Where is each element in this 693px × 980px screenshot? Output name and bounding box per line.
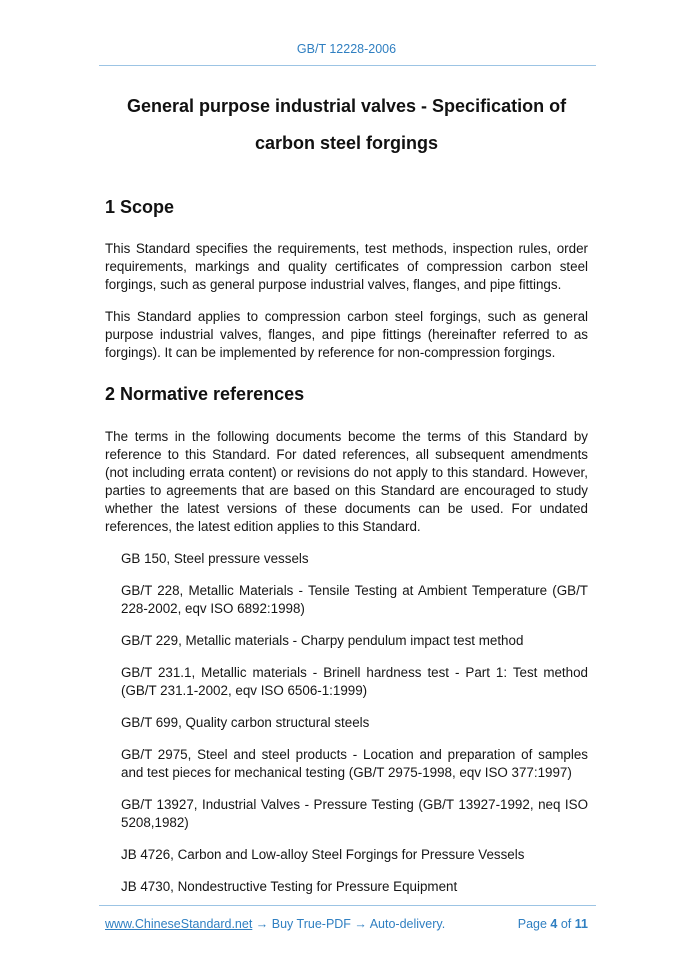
page-total: 11 xyxy=(574,917,588,931)
scope-paragraph-2 xyxy=(105,308,588,362)
normative-intro-paragraph xyxy=(105,428,588,536)
page-label: Page xyxy=(517,917,547,931)
paragraph-text: The terms in the following documents become the terms of this Standard by reference to this Standard. For dated references, all subsequent amendments (not including errata content) or revisions do not apply to this standard. However, parties to agreements that are based on this Standard are encouraged to study whether the latest versions of these documents can be used. For undated references, the latest edition applies to this Standard. xyxy=(105,429,588,534)
reference-item: GB/T 229, Metallic materials - Charpy pendulum impact test method xyxy=(121,633,524,648)
reference-list xyxy=(121,550,588,910)
scope-paragraph-1 xyxy=(105,240,588,294)
reference-item: JB 4730, Nondestructive Testing for Pressure Equipment xyxy=(121,879,458,894)
footer-promo-text: → Buy True-PDF → Auto-delivery. xyxy=(252,917,446,931)
page-current: 4 xyxy=(550,917,558,931)
page-number xyxy=(518,917,588,931)
reference-item: GB/T 231.1, Metallic materials - Brinell hardness test - Part 1: Test method (GB/T 231.1-2002, eqv ISO 6506-1:1999) xyxy=(121,665,588,698)
document-title xyxy=(0,88,693,162)
title-line-1: General purpose industrial valves - Specification of xyxy=(126,96,567,116)
header-document-id: GB/T 12228-2006 xyxy=(296,42,397,56)
reference-item: JB 4726, Carbon and Low-alloy Steel Forgings for Pressure Vessels xyxy=(121,847,525,862)
section-heading-normative-references: 2 Normative references xyxy=(105,384,305,404)
page-of-label: of xyxy=(560,917,572,931)
reference-item: GB/T 2975, Steel and steel products - Location and preparation of samples and test pieces for mechanical testing (GB/T 2975-1998, eqv ISO 377:1997) xyxy=(121,747,588,780)
reference-item: GB 150, Steel pressure vessels xyxy=(121,551,309,566)
title-line-2: carbon steel forgings xyxy=(254,133,439,153)
reference-item: GB/T 699, Quality carbon structural steels xyxy=(121,715,370,730)
paragraph-text: This Standard applies to compression carbon steel forgings, such as general purpose industrial valves, flanges, and pipe fittings (hereinafter referred to as forgings). It can be implemented by reference for non-compression forgings. xyxy=(105,309,588,360)
footer-divider xyxy=(99,905,596,906)
reference-item: GB/T 13927, Industrial Valves - Pressure Testing (GB/T 13927-1992, neq ISO 5208,1982) xyxy=(121,797,588,830)
section-heading-scope: 1 Scope xyxy=(105,197,175,217)
page-footer xyxy=(105,917,588,931)
reference-item: GB/T 228, Metallic Materials - Tensile Testing at Ambient Temperature (GB/T 228-2002, eqv ISO 6892:1998) xyxy=(121,583,588,616)
chinesestandard-link[interactable]: www.ChineseStandard.net xyxy=(105,917,253,931)
header-divider xyxy=(99,65,596,66)
paragraph-text: This Standard specifies the requirements, test methods, inspection rules, order requirements, markings and quality certificates of compression carbon steel forgings, such as general purpose industrial valves, flanges, and pipe fittings. xyxy=(105,241,588,292)
